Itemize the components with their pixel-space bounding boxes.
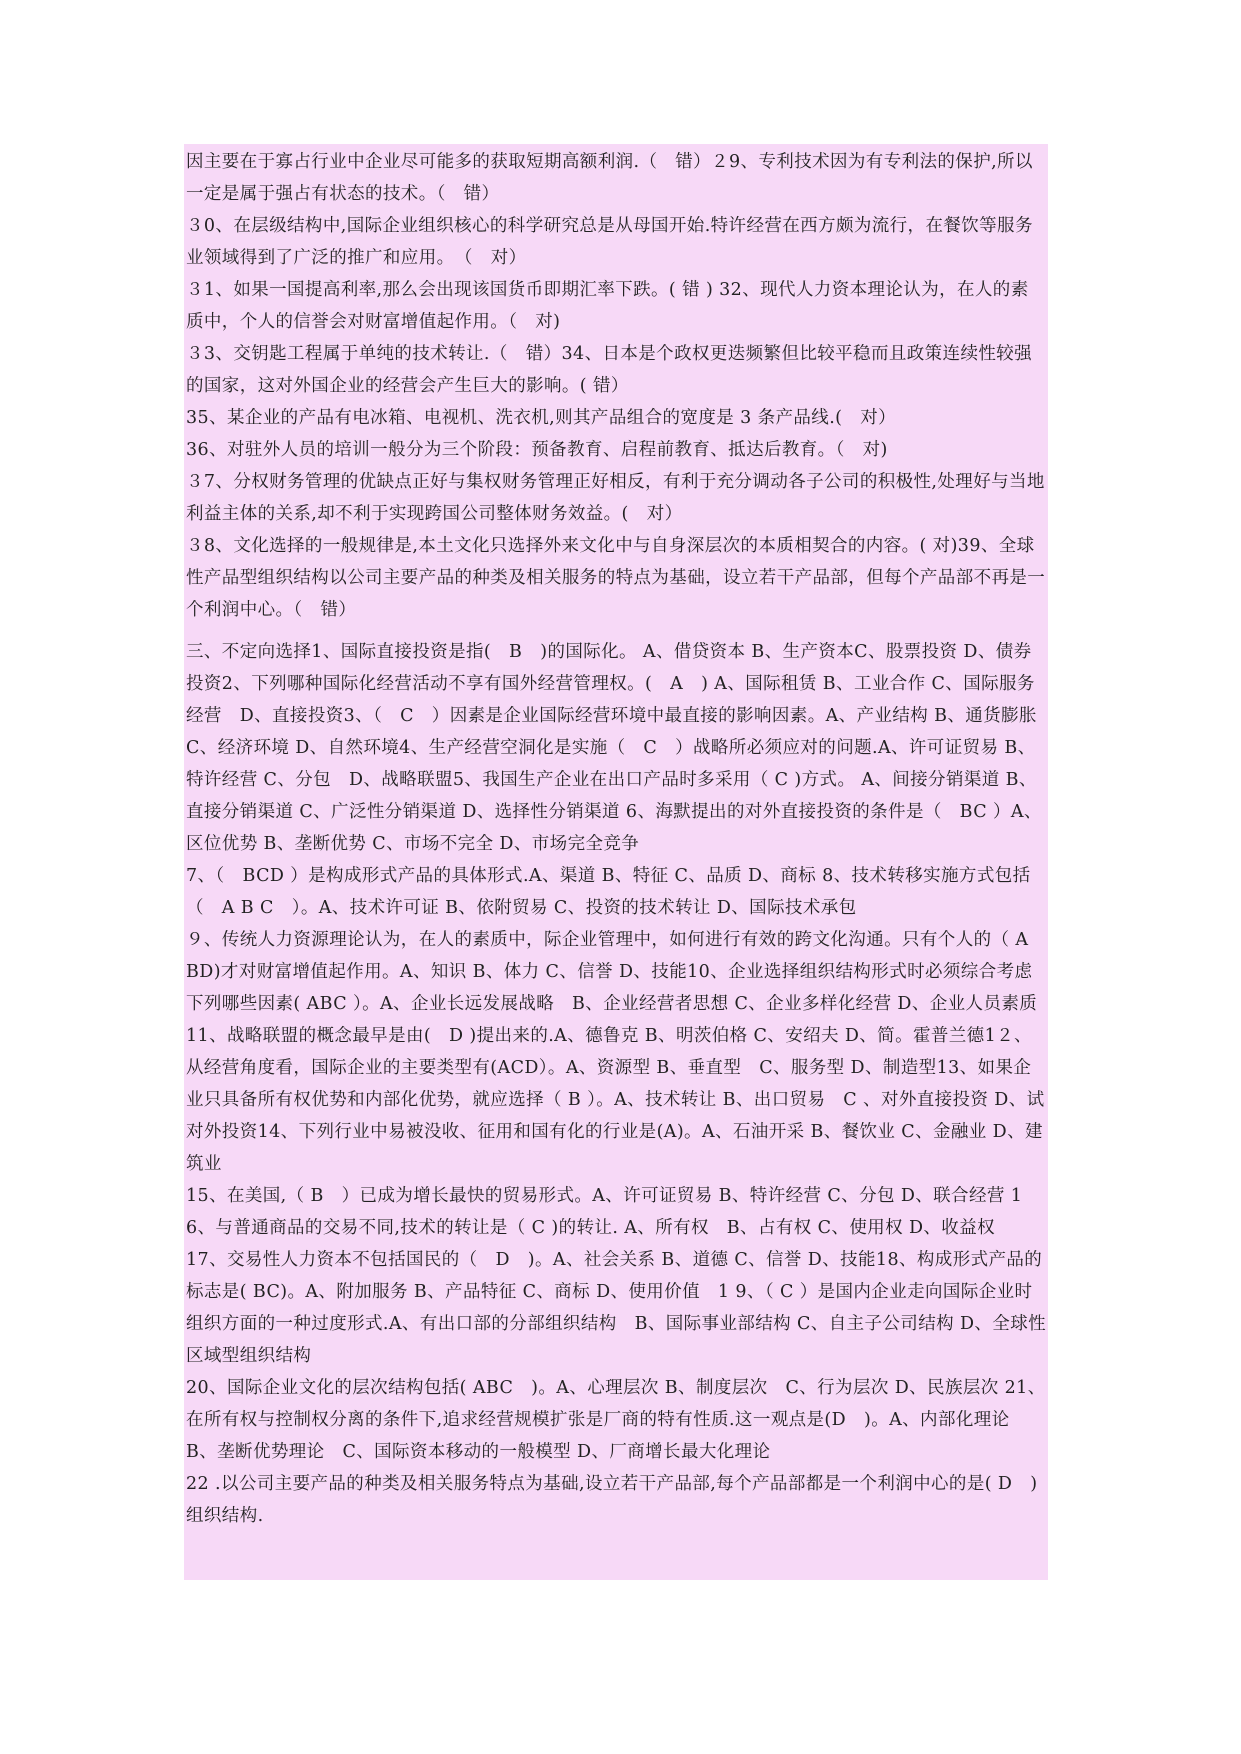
paragraph-q17-q19: 17、交易性人力资本不包括国民的（ D )。A、社会关系 B、道德 C、信誉 D、技能18、构成形式产品的标志是( BC)。A、附加服务 B、产品特征 C、商标 D、使用价值 1 9、（ C ）是国内企业走向国际企业时组织方面的一种过度形式.A、有出口部的分部组织结构 B、国际事业部结构 C、自主子公司结构 D、全球性区域型组织结构: [186, 1250, 1047, 1366]
paragraph-q20-q21: 20、国际企业文化的层次结构包括( ABC )。A、心理层次 B、制度层次 C、行为层次 D、民族层次 21、在所有权与控制权分离的条件下,追求经营规模扩张是厂商的特有性质.这一观点是(D )。A、内部化理论 B、垄断优势理论 C、国际资本移动的一般模型 D、厂商增长最大化理论: [186, 1378, 1046, 1462]
paragraph-section3-q1-q6: 三、不定向选择1、国际直接投资是指( B )的国际化。 A、借贷资本 B、生产资本C、股票投资 D、债券投资2、下列哪种国际化经营活动不享有国外经营管理权。( A ) A、国际租赁 B、工业合作 C、国际服务经营 D、直接投资3、（ C ）因素是企业国际经营环境中最直接的影响因素。A、产业结构 B、通货膨胀 C、经济环境 D、自然环境4、生产经营空洞化是实施（ C ）战略所必须应对的问题.A、许可证贸易 B、特许经营 C、分包 D、战略联盟5、我国生产企业在出口产品时多采用（ C )方式。 A、间接分销渠道 B、直接分销渠道 C、广泛性分销渠道 D、选择性分销渠道 6、海默提出的对外直接投资的条件是（ BC ）A、区位优势 B、垄断优势 C、市场不完全 D、市场完全竞争: [186, 642, 1042, 854]
paragraph-q7-q8: 7、（ BCD ）是构成形式产品的具体形式.A、渠道 B、特征 C、品质 D、商标 8、技术转移实施方式包括（ A B C ）。A、技术许可证 B、依附贸易 C、投资的技术转让 D、国际技术承包: [186, 866, 1031, 918]
paragraph-q9-q10: ９、传统人力资源理论认为，在人的素质中，际企业管理中，如何进行有效的跨文化沟通。只有个人的（ A BD)才对财富增值起作用。A、知识 B、体力 C、信誉 D、技能10、企业选择组织结构形式时必须综合考虑下列哪些因素( ABC ）。A、企业长远发展战略 B、企业经营者思想 C、企业多样化经营 D、企业人员素质: [186, 930, 1038, 1014]
document-text-block: [184, 144, 1048, 1580]
paragraph-q37: ３7、分权财务管理的优缺点正好与集权财务管理正好相反，有利于充分调动各子公司的积极性,处理好与当地利益主体的关系,却不利于实现跨国公司整体财务效益。( 对）: [186, 472, 1045, 524]
paragraph-q11-q14: 11、战略联盟的概念最早是由( D )提出来的.A、德鲁克 B、明茨伯格 C、安绍夫 D、简。霍普兰德1２、从经营角度看，国际企业的主要类型有(ACD）。A、资源型 B、垂直型 C、服务型 D、制造型13、如果企业只具备所有权优势和内部化优势，就应选择（ B ）。A、技术转让 B、出口贸易 C 、对外直接投资 D、试对外投资14、下列行业中易被没收、征用和国有化的行业是(A)。A、石油开采 B、餐饮业 C、金融业 D、建筑业: [186, 1026, 1045, 1174]
paragraph-q36: 36、对驻外人员的培训一般分为三个阶段：预备教育、启程前教育、抵达后教育。（ 对): [186, 440, 888, 460]
paragraph-q28-q29: 因主要在于寡占行业中企业尽可能多的获取短期高额利润.（ 错）２9、专利技术因为有专利法的保护,所以一定是属于强占有状态的技术。（ 错）: [186, 152, 1033, 204]
paragraph-q15-q16: 15、在美国,（ B ）已成为增长最快的贸易形式。A、许可证贸易 B、特许经营 C、分包 D、联合经营 16、与普通商品的交易不同,技术的转让是（ C )的转让. A、所有权 B、占有权 C、使用权 D、收益权: [186, 1186, 1023, 1238]
paragraph-q31-q32: ３1、如果一国提高利率,那么会出现该国货币即期汇率下跌。( 错 ) 32、现代人力资本理论认为，在人的素质中，个人的信誉会对财富增值起作用。（ 对): [186, 280, 1029, 332]
paragraph-q38-q39: ３8、文化选择的一般规律是,本土文化只选择外来文化中与自身深层次的本质相契合的内容。( 对)39、全球性产品型组织结构以公司主要产品的种类及相关服务的特点为基础，设立若干产品部，但每个产品部不再是一个利润中心。（ 错）: [186, 536, 1046, 620]
section-spacer: [186, 626, 1046, 636]
paragraph-q30: ３0、在层级结构中,国际企业组织核心的科学研究总是从母国开始.特许经营在西方颇为流行，在餐饮等服务业领域得到了广泛的推广和应用。 （ 对）: [186, 216, 1033, 268]
paragraph-q22: 22 .以公司主要产品的种类及相关服务特点为基础,设立若干产品部,每个产品部都是一个利润中心的是( D )组织结构.: [186, 1474, 1038, 1526]
paragraph-q33-q34: ３3、交钥匙工程属于单纯的技术转让.（ 错）34、日本是个政权更迭频繁但比较平稳而且政策连续性较强的国家，这对外国企业的经营会产生巨大的影响。( 错）: [186, 344, 1033, 396]
paragraph-q35: 35、某企业的产品有电冰箱、电视机、洗衣机,则其产品组合的宽度是 3 条产品线.( 对）: [186, 408, 897, 428]
